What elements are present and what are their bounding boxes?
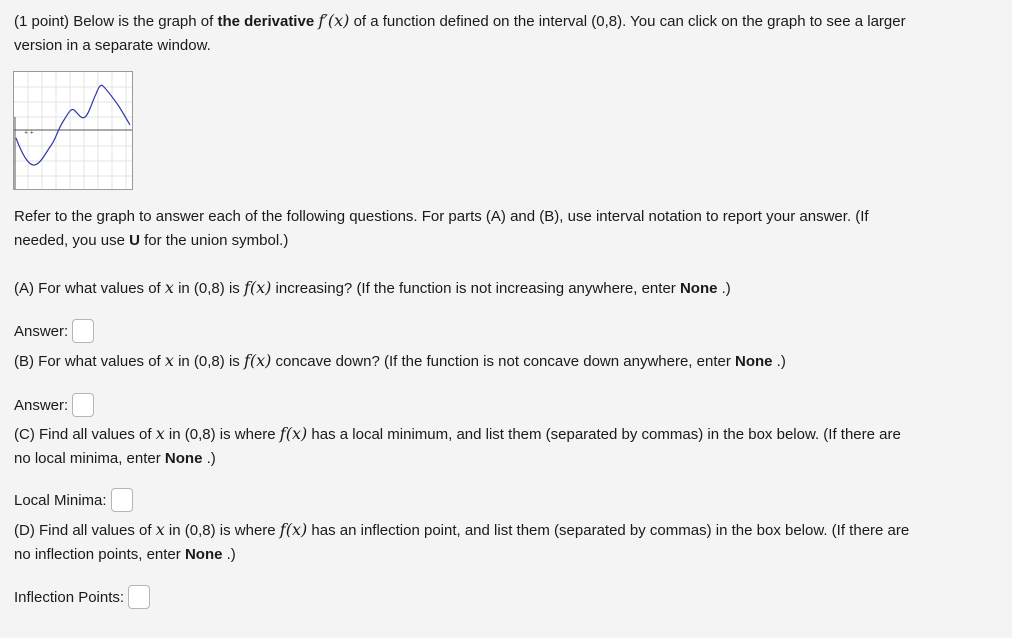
none-bold: None: [184, 546, 223, 563]
answer-a-label: Answer:: [14, 322, 69, 340]
answer-b-label: Answer:: [14, 396, 69, 414]
instructions-text-2: needed, you use: [14, 232, 130, 249]
inflection-points-input[interactable]: [128, 585, 150, 609]
qd-text-4: no inflection points, enter: [14, 546, 185, 563]
qc-text-2: in (0,8) is where: [164, 426, 280, 443]
qb-text-1: (B) For what values of: [14, 353, 165, 370]
answer-a-row: [14, 318, 94, 344]
qd-text-2: in (0,8) is where: [164, 522, 280, 539]
qa-text-4: .): [717, 280, 731, 297]
math-fx: f(x): [243, 351, 272, 370]
qc-text-1: (C) Find all values of: [14, 426, 156, 443]
qd-text-5: .): [222, 546, 236, 563]
answer-b-row: [14, 392, 94, 418]
union-symbol-bold: U: [129, 232, 140, 249]
math-fprime: f′(x): [318, 11, 350, 30]
inflection-points-label: Inflection Points:: [14, 588, 125, 606]
qb-text-2: in (0,8) is: [173, 353, 244, 370]
qd-text-1: (D) Find all values of: [14, 522, 156, 539]
intro-text-3: version in a separate window.: [14, 37, 211, 54]
qc-text-3: has a local minimum, and list them (separated by commas) in the box below. (If there are: [307, 426, 901, 443]
answer-a-input[interactable]: [72, 319, 94, 343]
intro-paragraph: [14, 9, 906, 58]
local-minima-label: Local Minima:: [14, 491, 107, 509]
none-bold: None: [679, 280, 718, 297]
qa-text-2: in (0,8) is: [173, 280, 244, 297]
local-minima-input[interactable]: [111, 488, 133, 512]
qd-text-3: has an inflection point, and list them (separated by commas) in the box below. (If there are: [307, 522, 910, 539]
math-x: x: [155, 424, 165, 443]
local-minima-row: [14, 487, 133, 513]
question-b: [14, 349, 786, 374]
question-c: [14, 422, 901, 471]
qa-text-1: (A) For what values of: [14, 280, 165, 297]
instructions-text-3: for the union symbol.): [139, 232, 289, 249]
qb-text-3: concave down? (If the function is not concave down anywhere, enter: [271, 353, 735, 370]
axis-tick-mark: + +: [24, 130, 34, 136]
math-fx: f(x): [243, 278, 272, 297]
math-x: x: [155, 520, 165, 539]
fprime-curve: [16, 85, 130, 165]
math-x: x: [164, 351, 174, 370]
inflection-points-row: [14, 584, 150, 610]
question-d: [14, 518, 909, 567]
math-fx: f(x): [279, 424, 308, 443]
intro-bold: the derivative: [217, 13, 315, 30]
intro-text: (1 point) Below is the graph of: [14, 13, 218, 30]
none-bold: None: [735, 353, 773, 370]
qc-text-5: .): [202, 450, 216, 467]
derivative-graph: [14, 72, 132, 189]
derivative-graph-thumbnail[interactable]: [13, 71, 133, 190]
intro-text-2: of a function defined on the interval (0,8). You can click on the graph to see a larger: [349, 13, 906, 30]
instructions-text: Refer to the graph to answer each of the following questions. For parts (A) and (B), use interval notation to report your answer. (If: [14, 208, 869, 225]
answer-b-input[interactable]: [72, 393, 94, 417]
qa-text-3: increasing? (If the function is not increasing anywhere, enter: [271, 280, 680, 297]
instructions-paragraph: [14, 205, 869, 253]
question-a: [14, 276, 731, 301]
math-x: x: [164, 278, 174, 297]
qb-text-4: .): [772, 353, 786, 370]
math-fx: f(x): [279, 520, 308, 539]
qc-text-4: no local minima, enter: [14, 450, 165, 467]
none-bold: None: [164, 450, 203, 467]
